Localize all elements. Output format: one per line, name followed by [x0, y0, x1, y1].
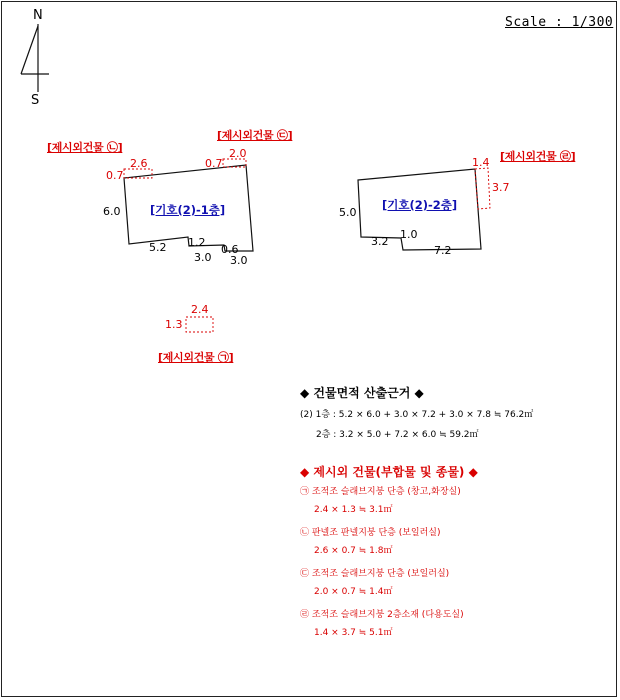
extra-item-calc: 2.6 × 0.7 ≒ 1.8㎡	[314, 546, 393, 556]
extra-item-desc: ㉠ 조적조 슬래브지붕 단층 (창고,화장실)	[300, 487, 461, 497]
extra-item-desc: ㉢ 조적조 슬래브지붕 단층 (보일러실)	[300, 569, 450, 579]
dim-floor1-step: 1.2	[188, 236, 206, 249]
tag-extra-building-a: [제시외건물 ㉠]	[158, 351, 234, 364]
tag-extra-building-d: [제시외건물 ㉣]	[500, 150, 576, 163]
extra-buildings-list	[300, 463, 600, 642]
area-calculation	[300, 384, 600, 444]
extra-building-a-outline	[186, 317, 213, 332]
extra-item-calc: 2.4 × 1.3 ≒ 3.1㎡	[314, 505, 393, 515]
north-arrow-icon	[21, 24, 49, 92]
dim-extra-c-left: 0.7	[205, 157, 223, 170]
dim-floor2-bottom-right: 7.2	[434, 244, 452, 257]
dim-extra-b-top: 2.6	[130, 157, 148, 170]
extra-item-calc: 2.0 × 0.7 ≒ 1.4㎡	[314, 587, 393, 597]
dim-floor1-bottom-right: 3.0	[230, 254, 248, 267]
dim-floor2-step: 1.0	[400, 228, 418, 241]
building-floor2-label: [기호(2)-2층]	[382, 198, 458, 212]
dim-floor2-bottom-left: 3.2	[371, 235, 389, 248]
extra-heading: ◆ 제시외 건물(부합물 및 종물) ◆	[300, 465, 478, 479]
dim-floor1-left: 6.0	[103, 205, 121, 218]
dim-floor1-bottom-left: 5.2	[149, 241, 167, 254]
dim-extra-a-left: 1.3	[165, 318, 183, 331]
area-calc-line2: 2층 : 3.2 × 5.0 + 7.2 × 6.0 ≒ 59.2㎡	[316, 430, 479, 440]
tag-extra-building-c: [제시외건물 ㉢]	[217, 129, 293, 142]
dim-floor1-bottom-mid: 3.0	[194, 251, 212, 264]
dim-extra-c-top: 2.0	[229, 147, 247, 160]
area-calc-heading: ◆ 건물면적 산출근거 ◆	[300, 386, 424, 400]
extra-item-calc: 1.4 × 3.7 ≒ 5.1㎡	[314, 628, 393, 638]
building-floor1-label: [기호(2)-1층]	[150, 203, 226, 217]
tag-extra-building-b: [제시외건물 ㉡]	[47, 141, 123, 154]
extra-item-desc: ㉡ 판넬조 판넬지붕 단층 (보일러실)	[300, 528, 441, 538]
dim-extra-b-left: 0.7	[106, 169, 124, 182]
dim-floor1-step-right: 0.6	[221, 243, 239, 256]
scale-label: Scale : 1/300	[505, 15, 614, 30]
north-label: N	[33, 8, 43, 23]
dim-floor2-left: 5.0	[339, 206, 357, 219]
area-calc-line1: (2) 1층 : 5.2 × 6.0 + 3.0 × 7.2 + 3.0 × 7.8 ≒ 76.2㎡	[300, 410, 534, 420]
dim-extra-d-top: 1.4	[472, 156, 490, 169]
dim-extra-a-top: 2.4	[191, 303, 209, 316]
dim-extra-d-right: 3.7	[492, 181, 510, 194]
extra-item-desc: ㉣ 조적조 슬래브지붕 2층소재 (다용도실)	[300, 610, 464, 620]
south-label: S	[31, 93, 40, 108]
